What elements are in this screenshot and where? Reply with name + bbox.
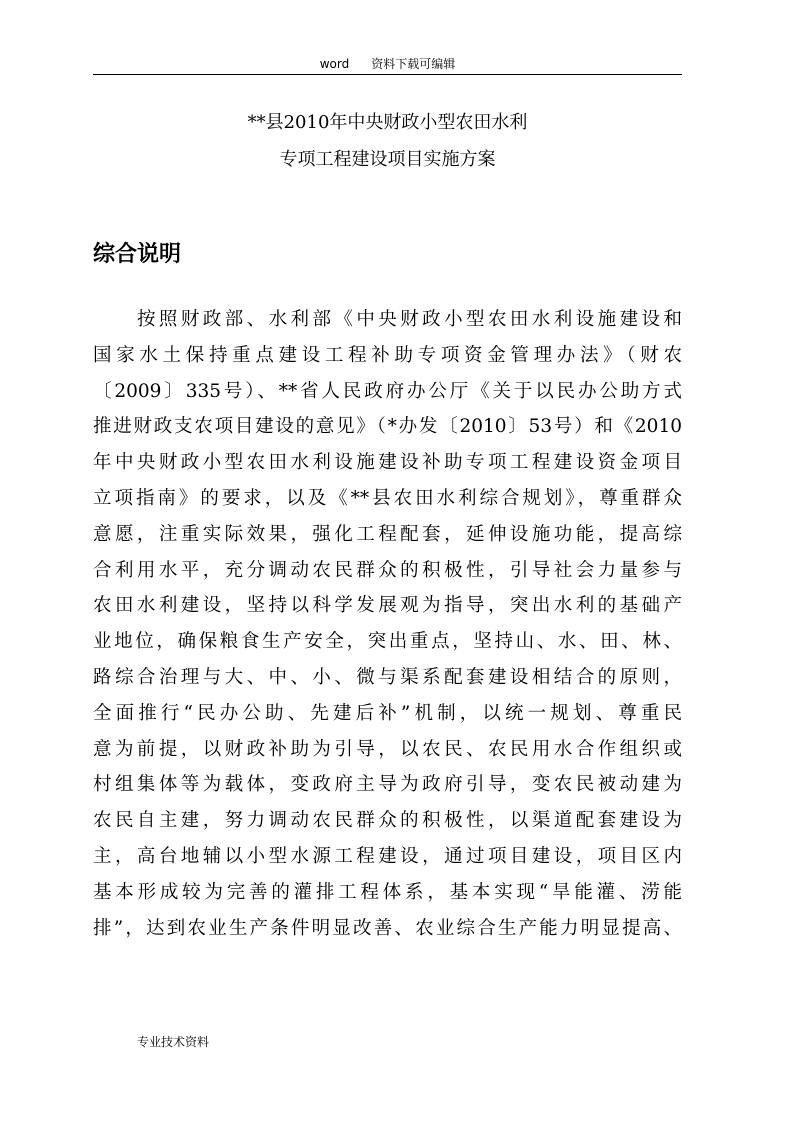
paragraph-line: 〔2009〕335号）、**省人民政府办公厅《关于以民办公助方式 [93, 380, 682, 402]
paragraph-line: 立项指南》的要求，以及《**县农田水利综合规划》，尊重群众 [93, 487, 682, 509]
body-paragraph [93, 302, 682, 946]
paragraph-line: 国家水土保持重点建设工程补助专项资金管理办法》（财农 [93, 344, 682, 366]
paragraph-line: 意愿，注重实际效果，强化工程配套，延伸设施功能，提高综 [93, 523, 682, 545]
paragraph-line: 意为前提，以财政补助为引导，以农民、农民用水合作组织或 [93, 738, 682, 760]
paragraph-line: 合利用水平，充分调动农民群众的积极性，引导社会力量参与 [93, 559, 682, 581]
document-title-line-1: **县2010年中央财政小型农田水利 [247, 112, 528, 133]
document-title-line-2: 专项工程建设项目实施方案 [279, 149, 496, 170]
paragraph-line: 路综合治理与大、中、小、微与渠系配套建设相结合的原则， [93, 666, 682, 688]
paragraph-line: 基本形成较为完善的灌排工程体系，基本实现“旱能灌、涝能 [93, 881, 682, 903]
paragraph-line: 村组集体等为载体，变政府主导为政府引导，变农民被动建为 [93, 774, 682, 796]
paragraph-line: 排”，达到农业生产条件明显改善、农业综合生产能力明显提高、 [93, 917, 682, 939]
paragraph-line: 业地位，确保粮食生产安全，突出重点，坚持山、水、田、林、 [93, 631, 682, 653]
paragraph-line: 全面推行“民办公助、先建后补”机制，以统一规划、尊重民 [93, 702, 682, 724]
header-divider [93, 74, 682, 75]
page-footer: 专业技术资料 [137, 1035, 210, 1049]
header-editable-label: 资料下载可编辑 [371, 57, 456, 71]
paragraph-line: 农田水利建设，坚持以科学发展观为指导，突出水利的基础产 [93, 595, 682, 617]
section-heading: 综合说明 [93, 242, 182, 267]
paragraph-line: 推进财政支农项目建设的意见》（*办发〔2010〕53号）和《2010 [93, 416, 682, 438]
paragraph-line: 主，高台地辅以小型水源工程建设，通过项目建设，项目区内 [93, 845, 682, 867]
paragraph-line: 年中央财政小型农田水利设施建设补助专项工程建设资金项目 [93, 452, 682, 474]
header-word-label: word [319, 57, 350, 71]
page-header [93, 56, 682, 76]
paragraph-line: 农民自主建，努力调动农民群众的积极性，以渠道配套建设为 [93, 810, 682, 832]
paragraph-line: 按照财政部、水利部《中央财政小型农田水利设施建设和 [137, 309, 682, 330]
